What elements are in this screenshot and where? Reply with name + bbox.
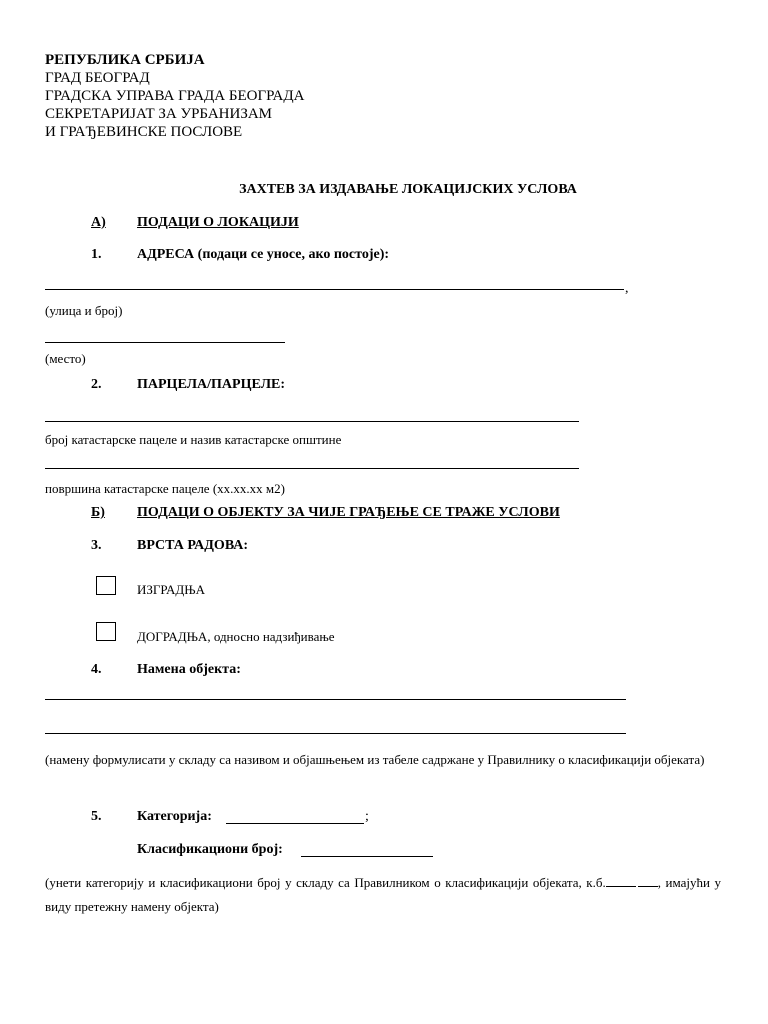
- kb-blank-1[interactable]: [606, 874, 636, 887]
- purpose-input-line-2[interactable]: [45, 733, 626, 734]
- classification-note-start: (унети категорију и класификациони број у складу са Правилником о класификацији објеката, к.б.: [45, 875, 606, 890]
- item-3-number: 3.: [91, 538, 102, 553]
- item-1-number: 1.: [91, 247, 102, 262]
- category-label: Категорија:: [137, 809, 212, 824]
- place-input-line[interactable]: [45, 342, 285, 343]
- section-a-letter: А): [91, 215, 106, 230]
- item-5-number: 5.: [91, 809, 102, 824]
- parcel-area-input-line[interactable]: [45, 468, 579, 469]
- header-administration: ГРАДСКА УПРАВА ГРАДА БЕОГРАДА: [45, 88, 305, 104]
- purpose-input-line-1[interactable]: [45, 699, 626, 700]
- parcel-number-input-line[interactable]: [45, 421, 579, 422]
- category-input-line[interactable]: [226, 823, 364, 824]
- header-republic: РЕПУБЛИКА СРБИЈА: [45, 52, 205, 68]
- header-secretariat-cont: И ГРАЂЕВИНСКЕ ПОСЛОВЕ: [45, 124, 243, 140]
- item-3-label: ВРСТА РАДОВА:: [137, 538, 249, 553]
- parcel-area-caption: површина катастарске пацеле (хх.хх.хх м2): [45, 481, 285, 496]
- classification-note-end: , имајући у виду претежну намену објекта): [45, 875, 721, 914]
- extension-option-label: ДОГРАДЊА, односно надзиђивање: [137, 629, 335, 644]
- item-2-label: ПАРЦЕЛА/ПАРЦЕЛЕ:: [137, 377, 286, 392]
- purpose-note: (намену формулисати у складу са називом и објашњењем из табеле садржане у Правилнику о класификацији објеката): [45, 752, 705, 767]
- item-4-number: 4.: [91, 662, 102, 677]
- classification-input-line[interactable]: [301, 856, 433, 857]
- document-title: ЗАХТЕВ ЗА ИЗДАВАЊЕ ЛОКАЦИЈСКИХ УСЛОВА: [239, 182, 577, 197]
- kb-blank-2[interactable]: [638, 874, 658, 887]
- header-city: ГРАД БЕОГРАД: [45, 70, 150, 86]
- street-line-comma: ,: [625, 281, 629, 296]
- section-b-letter: Б): [91, 505, 105, 520]
- header-secretariat: СЕКРЕТАРИЈАТ ЗА УРБАНИЗАМ: [45, 106, 273, 122]
- parcel-number-caption: број катастарске пацеле и назив катастарске општине: [45, 432, 342, 447]
- section-b-heading: ПОДАЦИ О ОБЈЕКТУ ЗА ЧИЈЕ ГРАЂЕЊЕ СЕ ТРАЖЕ УСЛОВИ: [137, 505, 560, 520]
- street-caption: (улица и број): [45, 303, 123, 318]
- item-2-number: 2.: [91, 377, 102, 392]
- place-caption: (место): [45, 351, 86, 366]
- category-semicolon: ;: [365, 809, 369, 824]
- classification-note: [45, 871, 721, 919]
- classification-label: Класификациони број:: [137, 842, 283, 857]
- construction-checkbox[interactable]: [96, 576, 116, 595]
- item-1-label: АДРЕСА (подаци се уносе, ако постоје):: [137, 247, 390, 262]
- section-a-heading: ПОДАЦИ О ЛОКАЦИЈИ: [137, 215, 299, 230]
- construction-option-label: ИЗГРАДЊА: [137, 582, 205, 597]
- extension-checkbox[interactable]: [96, 622, 116, 641]
- item-4-label: Намена објекта:: [137, 662, 241, 677]
- street-input-line[interactable]: [45, 289, 624, 290]
